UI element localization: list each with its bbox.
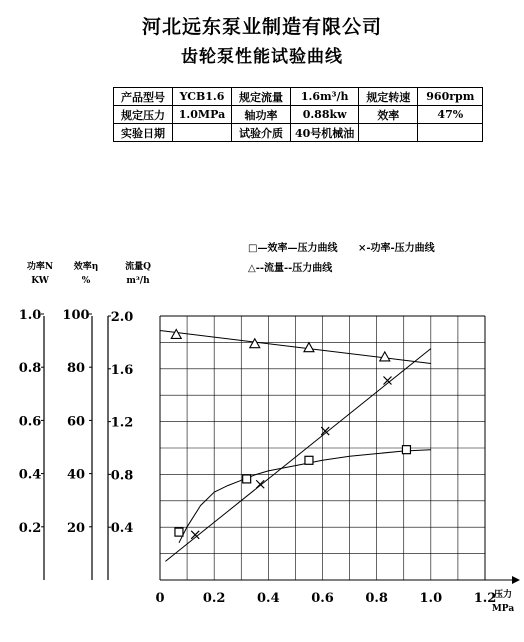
efficiency-tick-label: 60: [66, 414, 86, 430]
flow-point: [171, 329, 181, 338]
power-tick-label: 0.4: [18, 467, 42, 483]
legend-flow: △--流量--压力曲线: [248, 263, 333, 274]
spec-cell: 试验介质: [232, 124, 291, 142]
efficiency-point: [305, 456, 313, 464]
flow-tick-label: 0.4: [110, 521, 134, 537]
x-axis-label: 压力: [493, 590, 513, 600]
spec-cell: 规定转速: [359, 88, 418, 106]
efficiency-axis-label: 效率η: [73, 262, 99, 272]
flow-tick-label: 1.6: [110, 362, 134, 378]
spec-cell: 1.0MPa: [173, 106, 232, 124]
spec-cell: 实验日期: [114, 124, 173, 142]
efficiency-point: [402, 446, 410, 454]
spec-cell: 轴功率: [232, 106, 291, 124]
power-tick-label: 0.2: [18, 520, 42, 536]
chart-subtitle: 齿轮泵性能试验曲线: [181, 47, 343, 67]
power-point: [256, 480, 264, 488]
flow-point: [304, 343, 314, 352]
flow-axis-unit: m³/h: [126, 276, 150, 286]
x-tick-label: 0.8: [365, 591, 388, 606]
efficiency-tick-label: 20: [66, 520, 86, 536]
page-title: 河北远东泵业制造有限公司: [141, 16, 382, 38]
x-tick-label: 0.6: [311, 591, 334, 606]
spec-cell: 规定流量: [232, 88, 291, 106]
spec-cell: 产品型号: [114, 88, 173, 106]
power-tick-label: 1.0: [18, 308, 42, 323]
flow-axis-label: 流量Q: [125, 262, 151, 272]
legend-power: ×-功率-压力曲线: [358, 243, 435, 254]
power-tick-label: 0.8: [18, 361, 42, 377]
spec-cell: 规定压力: [114, 106, 173, 124]
power-tick-label: 0.6: [18, 414, 42, 430]
x-tick-label: 0.2: [202, 591, 226, 606]
efficiency-axis-unit: %: [81, 276, 91, 286]
flow-tick-label: 1.2: [110, 415, 134, 431]
flow-tick-label: 0.8: [110, 468, 134, 484]
x-axis-unit: MPa: [491, 604, 515, 614]
efficiency-tick-label: 80: [66, 361, 86, 377]
efficiency-point: [243, 475, 251, 483]
flow-point: [250, 339, 260, 348]
spec-cell: 效率: [359, 106, 418, 124]
efficiency-tick-label: 40: [66, 467, 86, 483]
flow-tick-label: 2.0: [110, 310, 134, 325]
x-tick-label: 1.0: [419, 591, 443, 606]
spec-cell: YCB1.6: [173, 88, 232, 106]
x-tick-label: 0.4: [257, 591, 280, 606]
spec-cell: 0.88kw: [291, 106, 359, 124]
legend-efficiency: □—效率—压力曲线: [248, 243, 338, 254]
power-axis-label: 功率N: [26, 262, 54, 272]
efficiency-tick-label: 100: [62, 308, 90, 323]
flow-point: [380, 352, 390, 361]
power-curve: [165, 349, 430, 562]
efficiency-point: [175, 528, 183, 536]
x-axis-arrow: [512, 576, 520, 584]
power-axis-unit: KW: [31, 276, 49, 286]
x-tick-label: 0: [155, 591, 165, 606]
spec-cell: 1.6m³/h: [291, 88, 359, 106]
spec-cell: 47%: [418, 106, 483, 124]
spec-cell: 40号机械油: [291, 124, 359, 142]
spec-cell: 960rpm: [418, 88, 483, 106]
x-tick-label: 1.2: [473, 591, 497, 606]
